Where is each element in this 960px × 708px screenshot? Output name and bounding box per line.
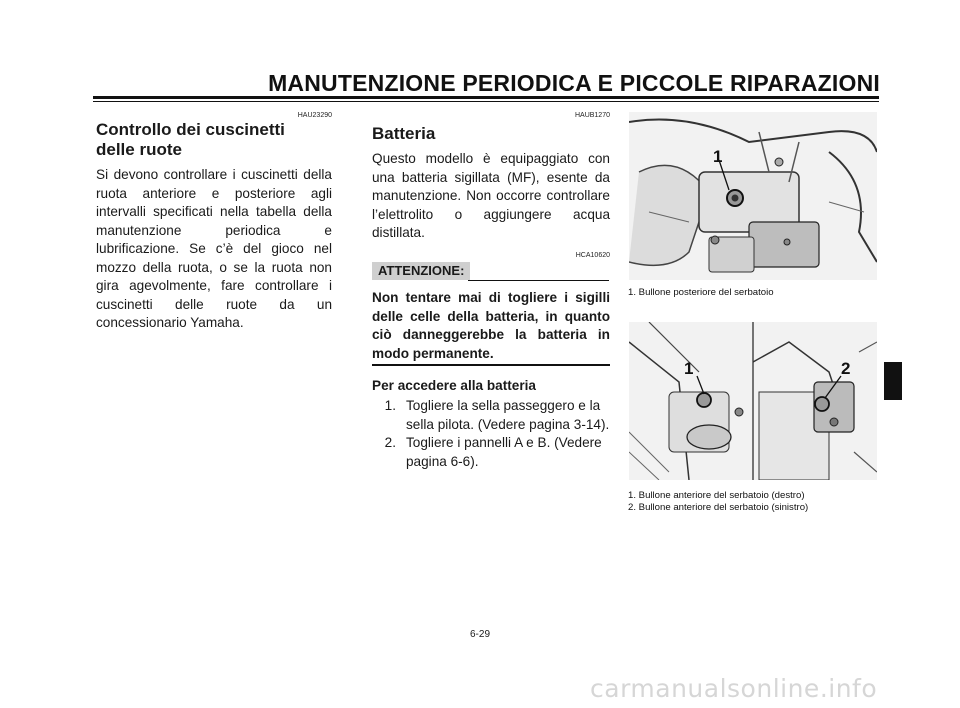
chapter-title: MANUTENZIONE PERIODICA E PICCOLE RIPARAZIONI: [268, 70, 880, 96]
procedure-step: [372, 434, 612, 471]
section-code: HAUB1270: [574, 112, 610, 119]
section-code: HAU23290: [297, 112, 332, 119]
chapter-tab-marker: [884, 362, 902, 400]
section-battery: [372, 108, 610, 243]
page-number: 6-29: [469, 629, 490, 640]
photo-callout-1: 1: [684, 359, 694, 378]
step-number: 1.: [384, 398, 396, 413]
attention-bottom-rule: [372, 364, 610, 366]
section-title-line1: Controllo dei cuscinetti: [96, 120, 285, 139]
header-rule: [93, 96, 879, 99]
section-title-line2: delle ruote: [96, 140, 182, 159]
caption-line-1: 1. Bullone anteriore del serbatoio (destro): [628, 490, 805, 501]
section-wheel-bearings: [96, 108, 332, 333]
header-rule-thin: [93, 101, 879, 102]
step-text: Togliere la sella passeggero e la sella pilota. (Vedere pagina 3-14).: [406, 398, 610, 432]
attention-label: ATTENZIONE:: [372, 262, 470, 280]
photo-callout-1: 1: [713, 147, 723, 166]
attention-text: Non tentare mai di togliere i sigilli delle celle della batteria, in quanto ciò danneggerebbe la batteria in modo permanente.: [372, 290, 610, 361]
section-title: Batteria: [372, 124, 436, 143]
photo-callout-2: 2: [841, 359, 851, 378]
watermark: carmanualsonline.info: [590, 674, 878, 703]
caption-line-2: 2. Bullone anteriore del serbatoio (sinistro): [628, 502, 809, 513]
procedure-step: [372, 397, 612, 434]
step-text: Togliere i pannelli A e B. (Vedere pagina 6-6).: [406, 435, 602, 469]
figure-caption: [628, 490, 808, 514]
figure-caption: 1. Bullone posteriore del serbatoio: [628, 287, 774, 298]
section-body: Questo modello è equipaggiato con una batteria sigillata (MF), esente da manutenzione. Non occorre controllare l’elettrolito o aggiungere acqua distillata.: [372, 151, 610, 240]
attention-code: HCA10620: [575, 252, 610, 259]
rear-tank-bolt-photo: [629, 112, 877, 280]
attention-rule: [468, 280, 609, 281]
section-title: [96, 120, 332, 160]
procedure-title: Per accedere alla batteria: [372, 378, 536, 393]
step-number: 2.: [384, 435, 396, 450]
front-tank-bolts-photo: [629, 322, 877, 480]
section-body: Si devono controllare i cuscinetti della ruota anteriore e posteriore agli intervalli specificati nella tabella della manutenzione periodica e lubrificazione. Se c’è del gioco nel mozzo della ruota, o se la ruota non gira agevolmente, fare controllare i cuscinetti delle ruote da un concessionario Yamaha.: [96, 167, 332, 330]
